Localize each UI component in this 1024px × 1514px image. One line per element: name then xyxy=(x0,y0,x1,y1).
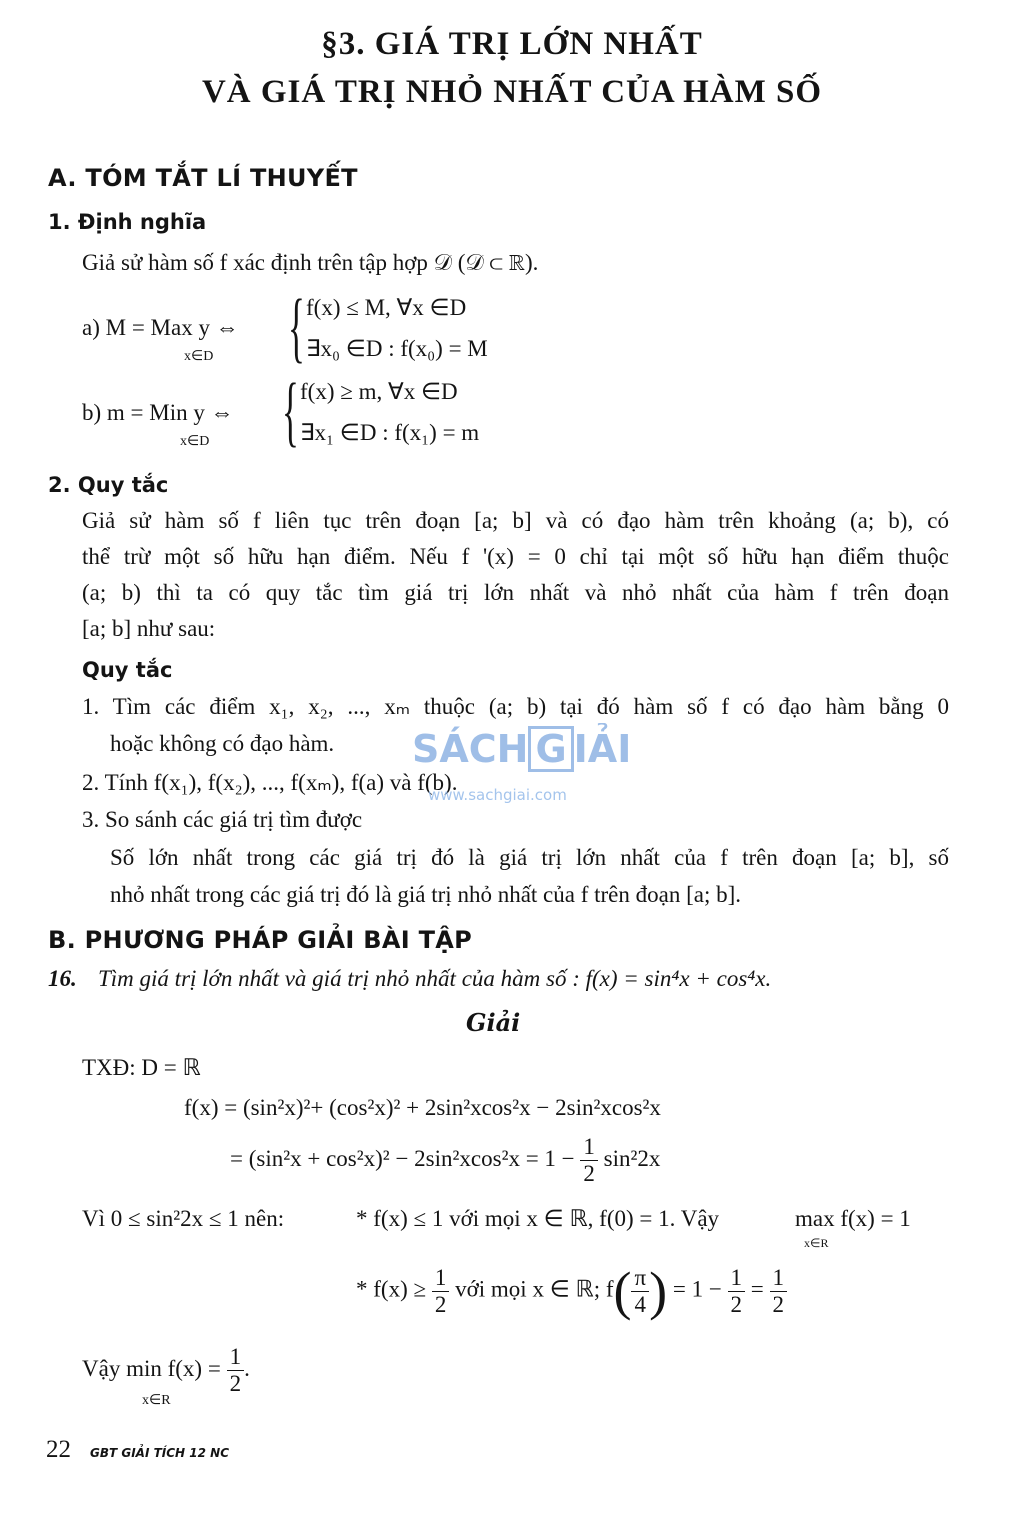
def-b-line2: ∃x₁ ∈D : f(x₁) = m xyxy=(300,420,480,445)
def-a-brace: { xyxy=(288,283,305,370)
case-2-left: * f(x) ≥ xyxy=(356,1276,427,1302)
case-1: * f(x) ≤ 1 với mọi x ∈ ℝ, f(0) = 1. Vậy xyxy=(356,1206,720,1231)
watermark-brand xyxy=(412,726,631,772)
rule-step3-line3: nhỏ nhất trong các giá trị đó là giá trị nhỏ nhất của f trên đoạn [a; b]. xyxy=(110,882,742,907)
conclusion-left: Vậy min f(x) = xyxy=(82,1355,221,1381)
page-title-line1: §3. GIÁ TRỊ LỚN NHẤT xyxy=(321,26,703,62)
domain-line: TXĐ: D = ℝ xyxy=(82,1055,201,1080)
fraction-half: $\frac{1}{2}$ xyxy=(728,1265,746,1318)
equation-1: f(x) = (sin²x)²+ (cos²x)² + 2sin²xcos²x − 2sin²xcos²x xyxy=(184,1095,661,1120)
page-number: 22 xyxy=(46,1436,71,1463)
fraction-half: $\frac{1}{2}$ xyxy=(432,1265,450,1318)
fraction-half: $\frac{1}{2}$ xyxy=(770,1265,788,1318)
problem-text: Tìm giá trị lớn nhất và giá trị nhỏ nhất của hàm số : f(x) = sin⁴x + cos⁴x. xyxy=(98,966,772,991)
definition-intro: Giả sử hàm số f xác định trên tập hợp 𝒟 (𝒟 ⊂ ℝ). xyxy=(82,250,539,275)
problem-number: 16. xyxy=(48,966,77,991)
fraction-pi-4: $\frac{\pi}{4}$ xyxy=(631,1265,649,1318)
conclusion-subscript: x∈R xyxy=(142,1393,171,1408)
rule-heading: 2. Quy tắc xyxy=(48,473,169,497)
case-2-eq: = 1 − xyxy=(672,1276,722,1302)
rule-step1: 1. Tìm các điểm x₁, x₂, ..., xₘ thuộc (a; b) tại đó hàm số f có đạo hàm bằng 0 xyxy=(82,694,949,719)
section-a-heading: A. TÓM TẮT LÍ THUYẾT xyxy=(48,164,358,192)
fraction-half: $\frac{1}{2}$ xyxy=(227,1344,245,1397)
equation-2 xyxy=(230,1134,660,1187)
watermark-url: www.sachgiai.com xyxy=(428,786,567,804)
because-line: Vì 0 ≤ sin²2x ≤ 1 nên: xyxy=(82,1206,285,1231)
solution-label: Giải xyxy=(466,1008,521,1037)
rule-para-line2: thể trừ một số hữu hạn điểm. Nếu f '(x) = 0 chỉ tại một số hữu hạn điểm thuộc xyxy=(82,544,949,569)
def-a-line1: f(x) ≤ M, ∀x ∈D xyxy=(306,295,467,320)
rule-step1-cont: hoặc không có đạo hàm. xyxy=(110,731,335,756)
rule-para-line1: Giả sử hàm số f liên tục trên đoạn [a; b] và có đạo hàm trên khoảng (a; b), có xyxy=(82,508,949,533)
book-title: GBT GIẢI TÍCH 12 NC xyxy=(90,1446,230,1460)
case-1-max: max f(x) = 1 xyxy=(795,1206,911,1231)
watermark-brand-left: SÁCH xyxy=(412,727,529,771)
def-b-left: b) m = Min y ⇔ xyxy=(82,400,234,425)
page-title-line2: VÀ GIÁ TRỊ NHỎ NHẤT CỦA HÀM SỐ xyxy=(201,74,823,110)
case-2-mid: với mọi x ∈ ℝ; f xyxy=(455,1276,614,1302)
case-1-subscript: x∈R xyxy=(804,1236,829,1250)
def-a-subscript: x∈D xyxy=(184,349,214,364)
rule-para-line3: (a; b) thì ta có quy tắc tìm giá trị lớn nhất và nhỏ nhất của hàm f trên đoạn xyxy=(82,580,949,605)
watermark-g-logo: G xyxy=(528,726,573,772)
rule-step3: 3. So sánh các giá trị tìm được xyxy=(82,807,363,832)
paren-right: ) xyxy=(649,1261,668,1321)
equation-2-right: sin²2x xyxy=(603,1145,661,1171)
conclusion: Vậy min f(x) = $\frac{1}{2}$ . xyxy=(82,1344,250,1396)
watermark-brand-right: IẢI xyxy=(573,727,632,771)
rule-subheading: Quy tắc xyxy=(82,658,173,682)
def-a-left: a) M = Max y ⇔ xyxy=(82,315,239,340)
rule-step3-line2: Số lớn nhất trong các giá trị đó là giá trị lớn nhất của f trên đoạn [a; b], số xyxy=(110,845,949,870)
paren-left: ( xyxy=(613,1261,632,1321)
definition-heading: 1. Định nghĩa xyxy=(48,210,207,234)
section-b-heading: B. PHƯƠNG PHÁP GIẢI BÀI TẬP xyxy=(48,926,473,954)
rule-para-line4: [a; b] như sau: xyxy=(82,616,216,641)
def-a-line2: ∃x₀ ∈D : f(x₀) = M xyxy=(306,336,488,361)
rule-step2: 2. Tính f(x₁), f(x₂), ..., f(xₘ), f(a) và f(b). xyxy=(82,770,458,795)
def-b-subscript: x∈D xyxy=(180,434,210,449)
equation-2-left: = (sin²x + cos²x)² − 2sin²xcos²x = 1 − xyxy=(230,1145,575,1171)
def-b-brace: { xyxy=(282,367,299,454)
case-2: * f(x) ≥ $\frac{1}{2}$ với mọi x ∈ ℝ; f( $\frac{\pi}{4}$ ) = 1 − $\frac{1}{2}$ = $\frac{1}{2}$ xyxy=(356,1264,787,1318)
def-b-line1: f(x) ≥ m, ∀x ∈D xyxy=(300,379,458,404)
fraction-half: $\frac{1}{2}$ xyxy=(580,1134,598,1187)
